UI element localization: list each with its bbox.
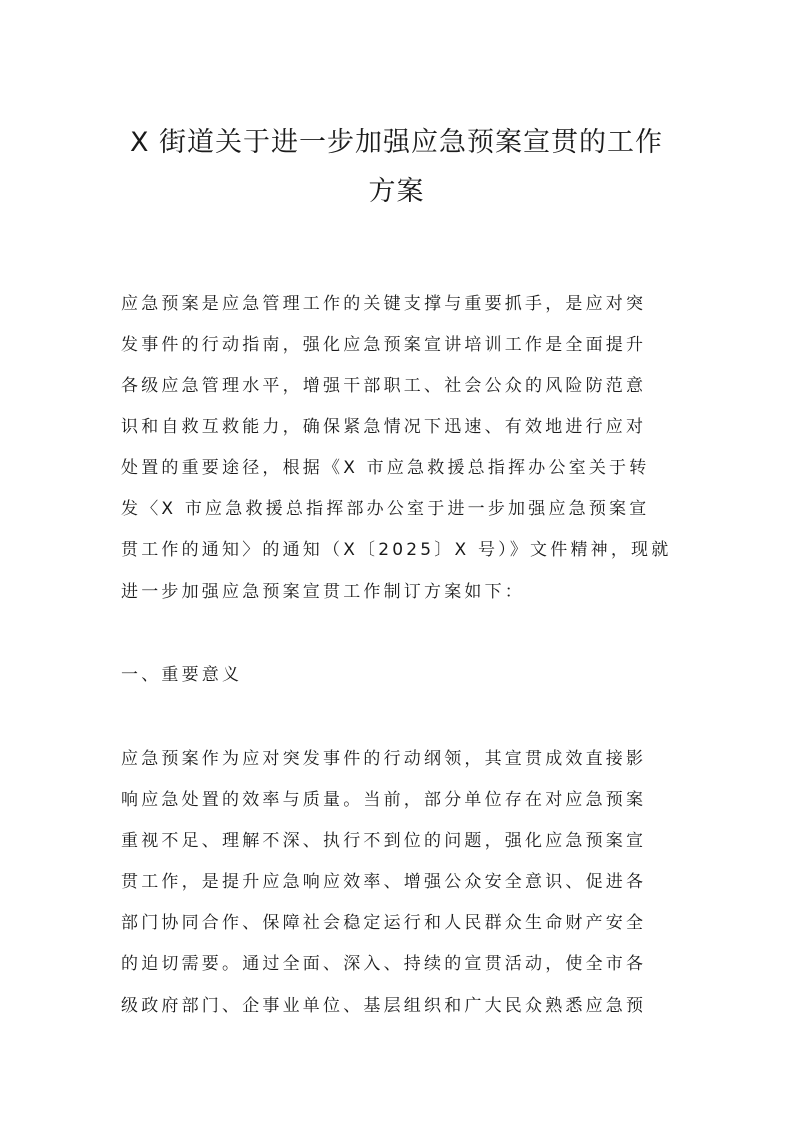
document-title-line-2: 方案 [368, 176, 425, 207]
section-1-line-6: 的迫切需要。通过全面、深入、持续的宣贯活动，使全市各 [121, 954, 647, 974]
section-1-line-7: 级政府部门、企事业单位、基层组织和广大民众熟悉应急预 [121, 996, 647, 1016]
section-1-line-3: 重视不足、理解不深、执行不到位的问题，强化应急预案宣 [121, 831, 647, 851]
section-1-line-1: 应急预案作为应对突发事件的行动纲领，其宣贯成效直接影 [121, 749, 647, 769]
intro-line-5: 处置的重要途径，根据《X 市应急救援总指挥办公室关于转 [121, 458, 650, 478]
intro-line-1: 应急预案是应急管理工作的关键支撑与重要抓手，是应对突 [121, 294, 647, 314]
section-1-line-2: 响应急处置的效率与质量。当前，部分单位存在对应急预案 [121, 790, 647, 810]
intro-line-8: 进一步加强应急预案宣贯工作制订方案如下： [121, 582, 525, 602]
section-1-heading: 一、重要意义 [121, 665, 243, 685]
intro-line-7: 贯工作的通知〉的通知（X〔2025〕X 号）》文件精神，现就 [121, 540, 672, 560]
intro-line-4: 识和自救互救能力，确保紧急情况下迅速、有效地进行应对 [121, 417, 647, 437]
section-1-line-4: 贯工作，是提升应急响应效率、增强公众安全意识、促进各 [121, 872, 647, 892]
intro-line-2: 发事件的行动指南，强化应急预案宣讲培训工作是全面提升 [121, 335, 647, 355]
section-1-line-5: 部门协同合作、保障社会稳定运行和人民群众生命财产安全 [121, 913, 647, 933]
intro-line-3: 各级应急管理水平，增强干部职工、社会公众的风险防范意 [121, 376, 647, 396]
document-title-line-1: X 街道关于进一步加强应急预案宣贯的工作 [129, 127, 664, 158]
intro-line-6: 发〈X 市应急救援总指挥部办公室于进一步加强应急预案宣 [121, 499, 650, 519]
